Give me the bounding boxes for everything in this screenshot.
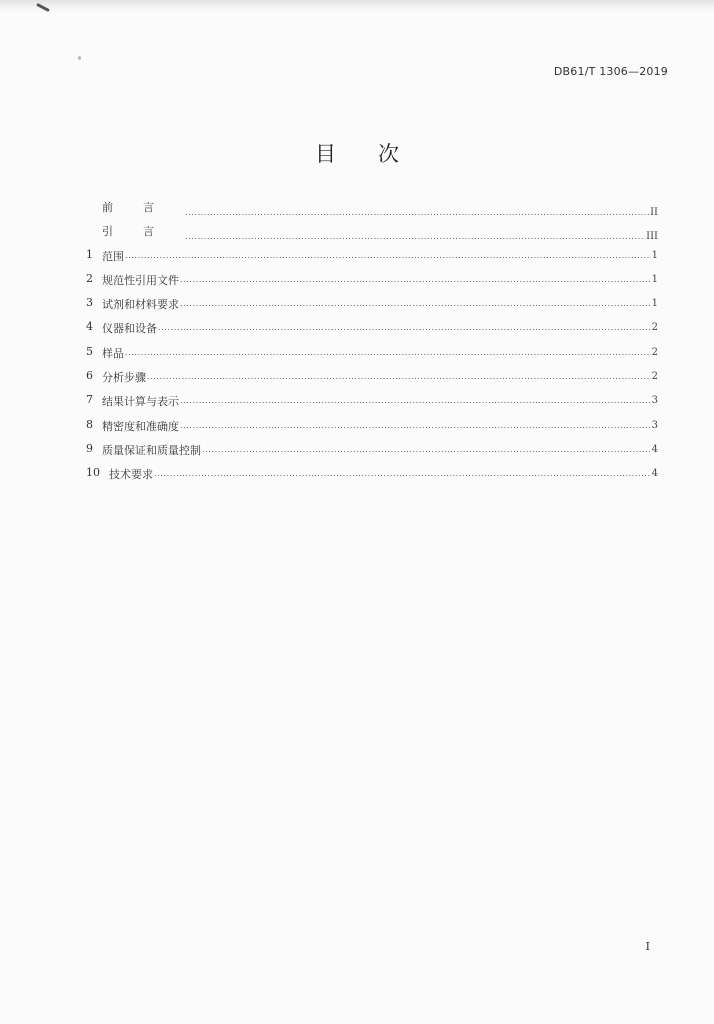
toc-leader-dots (202, 445, 651, 454)
toc-text: 分析步骤 (102, 371, 146, 385)
toc-text: 精密度和准确度 (102, 419, 179, 433)
toc-page: II (650, 207, 658, 218)
toc-leader-dots (158, 323, 651, 332)
toc-number: 10 (86, 466, 100, 480)
toc-text: 仪器和设备 (102, 322, 157, 336)
toc-entry-introduction[interactable] (86, 223, 658, 247)
toc-title: 目次 (315, 142, 441, 166)
toc-number: 8 (86, 417, 93, 431)
toc-entry-procedure[interactable] (86, 369, 658, 393)
toc-leader-dots (154, 469, 651, 478)
toc-page: 1 (651, 298, 658, 310)
toc-entry-foreword[interactable] (86, 199, 658, 223)
toc-entry-normative-references[interactable] (86, 272, 658, 296)
toc-entry-scope[interactable] (86, 248, 658, 272)
toc-page: III (646, 231, 658, 243)
toc-leader-dots (147, 372, 651, 381)
scan-speck (78, 56, 81, 60)
toc-text: 技术要求 (109, 468, 153, 482)
toc-number: 3 (86, 296, 93, 310)
toc-entry-reagents[interactable] (86, 296, 658, 320)
toc-page: 4 (651, 468, 658, 480)
toc-text: 质量保证和质量控制 (102, 443, 201, 457)
toc-page: 3 (651, 419, 658, 431)
toc-number (86, 199, 102, 215)
page-number: I (645, 940, 650, 953)
toc-number (86, 223, 102, 239)
toc-page: 2 (651, 371, 658, 383)
toc-number: 4 (86, 320, 93, 334)
toc-leader-dots (185, 208, 649, 217)
toc-page: 4 (651, 443, 658, 455)
toc-entry-apparatus[interactable] (86, 320, 658, 344)
toc-entry-quality-control[interactable] (86, 442, 658, 466)
toc-text: 前言 (102, 201, 184, 214)
toc-leader-dots (180, 421, 651, 430)
toc-leader-dots (125, 348, 651, 357)
toc-page: 2 (651, 322, 658, 334)
toc-entry-samples[interactable] (86, 345, 658, 369)
toc-number: 1 (86, 247, 93, 261)
toc-leader-dots (180, 299, 651, 308)
toc-text: 规范性引用文件 (102, 273, 179, 287)
toc-page: 2 (651, 346, 658, 358)
toc-leader-dots (125, 251, 651, 260)
toc-entry-technical-requirements[interactable] (86, 466, 658, 490)
toc-entry-calculation[interactable] (86, 393, 658, 417)
toc-page: 3 (651, 395, 658, 407)
table-of-contents (86, 199, 658, 491)
toc-text: 引言 (102, 225, 184, 239)
toc-text: 结果计算与表示 (102, 395, 179, 409)
toc-number: 5 (86, 344, 93, 358)
toc-entry-precision[interactable] (86, 418, 658, 442)
toc-leader-dots (180, 275, 651, 284)
toc-number: 9 (86, 441, 93, 455)
toc-number: 6 (86, 369, 93, 383)
toc-text: 试剂和材料要求 (102, 298, 179, 312)
toc-text: 样品 (102, 346, 124, 360)
toc-number: 7 (86, 393, 93, 407)
toc-leader-dots (185, 232, 645, 241)
document-id: DB61/T 1306—2019 (553, 65, 668, 78)
toc-page: 1 (651, 249, 658, 261)
toc-leader-dots (180, 396, 651, 405)
toc-page: 1 (651, 273, 658, 285)
scan-edge-shadow (0, 0, 714, 14)
toc-text: 范围 (102, 249, 124, 263)
toc-number: 2 (86, 271, 93, 285)
